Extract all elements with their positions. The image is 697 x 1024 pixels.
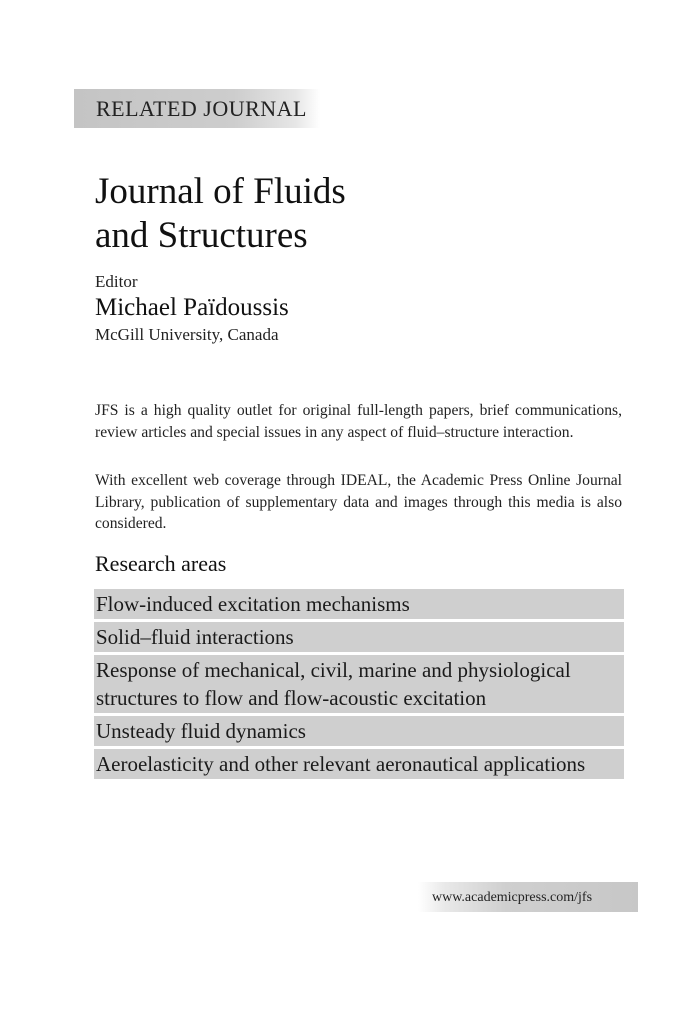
footer-url-banner (418, 882, 638, 912)
journal-title (95, 170, 346, 258)
research-area-item: Flow-induced excitation mechanisms (94, 589, 624, 619)
research-areas-list (94, 589, 624, 782)
related-journal-banner (74, 89, 320, 128)
description-paragraph-1: JFS is a high quality outlet for original full-length papers, brief communications, review articles and special issues in any aspect of fluid–structure interaction. (95, 402, 622, 441)
editor-affiliation: McGill University, Canada (95, 325, 279, 344)
research-area-item: Aeroelasticity and other relevant aeronautical applications (94, 749, 624, 779)
journal-website-link[interactable]: www.academicpress.com/jfs (432, 890, 593, 905)
description-paragraph-2: With excellent web coverage through IDEAL, the Academic Press Online Journal Library, publication of supplementary data and images through this media is also considered. (95, 472, 622, 532)
related-journal-label: RELATED JOURNAL (96, 96, 307, 121)
journal-title-line-1: Journal of Fluids (95, 171, 346, 212)
editor-name: Michael Païdoussis (95, 294, 289, 321)
research-area-item: Response of mechanical, civil, marine and physiological structures to flow and flow-acoustic excitation (94, 655, 624, 713)
journal-title-line-2: and Structures (95, 215, 308, 256)
editor-label: Editor (95, 272, 138, 291)
research-area-item: Solid–fluid interactions (94, 622, 624, 652)
research-area-item: Unsteady fluid dynamics (94, 716, 624, 746)
research-areas-heading: Research areas (95, 551, 227, 576)
